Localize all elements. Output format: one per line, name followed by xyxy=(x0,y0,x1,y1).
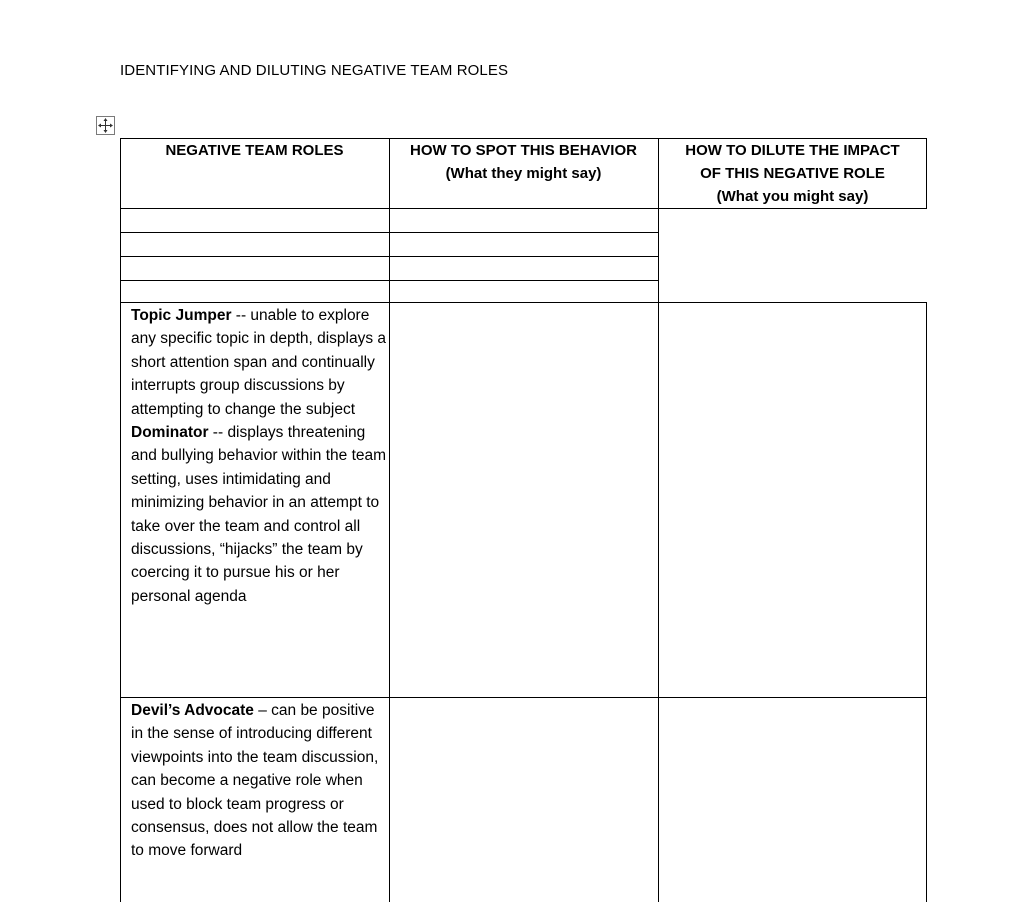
header-col1-label: NEGATIVE TEAM ROLES xyxy=(165,142,344,159)
role-separator: -- xyxy=(208,424,228,442)
table-cell-empty[interactable] xyxy=(390,257,658,280)
table-cell-empty-merged[interactable] xyxy=(659,209,926,302)
header-how-to-spot xyxy=(389,139,658,185)
table-cell-empty[interactable] xyxy=(390,233,658,256)
spot-behavior-cell[interactable] xyxy=(390,698,658,902)
role-desc-dominator: displays threatening and bullying behavior within the team setting, uses intimidating and minimizing behavior in an attempt to take over the team and control all discussions, “hijacks” the team by coercing it to pursue his or her personal agenda xyxy=(131,424,387,605)
table-cell-empty[interactable] xyxy=(390,209,658,232)
header-col3-line3: (What you might say) xyxy=(716,188,869,205)
table-cell-empty[interactable] xyxy=(121,209,389,232)
role-desc-devils-advocate: can be positive in the sense of introducing different viewpoints into the team discussion, can become a negative role when used to block team progress or consensus, does not allow the team to move forward xyxy=(131,702,379,860)
role-desc-topic-jumper: unable to explore any specific topic in depth, displays a short attention span and continually interrupts group discussions by attempting to change the subject xyxy=(131,307,387,418)
dilute-impact-cell[interactable] xyxy=(659,698,926,902)
move-arrows-icon xyxy=(97,117,114,134)
header-how-to-dilute xyxy=(658,139,927,208)
header-col3-line2: OF THIS NEGATIVE ROLE xyxy=(700,165,885,182)
role-separator: – xyxy=(253,702,272,719)
role-cell-topic-jumper-dominator[interactable] xyxy=(131,304,387,608)
role-name-topic-jumper: Topic Jumper xyxy=(131,307,232,324)
table-cell-empty[interactable] xyxy=(121,233,389,256)
role-cell-devils-advocate[interactable] xyxy=(131,699,387,863)
document-title: IDENTIFYING AND DILUTING NEGATIVE TEAM ROLES xyxy=(120,62,509,79)
dilute-impact-cell[interactable] xyxy=(659,303,926,697)
table-cell-empty[interactable] xyxy=(121,281,389,302)
table-cell-empty[interactable] xyxy=(390,281,658,302)
table-border-right-header xyxy=(926,138,927,209)
role-name-devils-advocate: Devil’s Advocate xyxy=(131,702,254,719)
header-col2-line1: HOW TO SPOT THIS BEHAVIOR xyxy=(410,142,637,159)
role-separator: -- xyxy=(231,307,251,324)
header-col3-line1: HOW TO DILUTE THE IMPACT xyxy=(685,142,900,159)
table-border-top xyxy=(120,138,927,139)
role-name-dominator: Dominator xyxy=(131,424,209,442)
table-cell-empty[interactable] xyxy=(121,257,389,280)
spot-behavior-cell[interactable] xyxy=(390,303,658,697)
table-border-right xyxy=(926,302,927,902)
table-move-handle[interactable] xyxy=(96,116,115,135)
header-col2-line2: (What they might say) xyxy=(445,165,602,182)
header-negative-team-roles xyxy=(120,139,389,162)
